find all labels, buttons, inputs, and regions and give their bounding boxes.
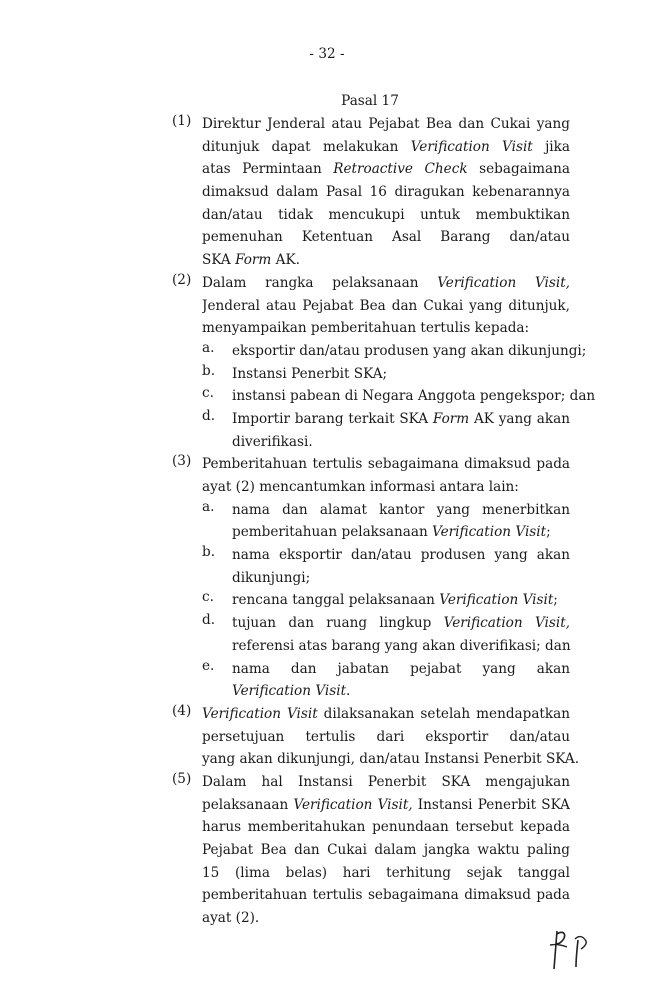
text-run: Instansi Penerbit SKA; — [232, 365, 388, 382]
text-line — [202, 771, 570, 794]
list-item — [202, 612, 570, 657]
italic-term: Verification Visit — [439, 592, 554, 609]
list-item — [202, 339, 587, 363]
text-line — [232, 385, 596, 408]
list-item-letter: b. — [202, 544, 216, 561]
text-run: Direktur Jenderal atau Pejabat Bea dan Cukai yang — [202, 116, 570, 132]
list-item — [202, 499, 570, 544]
text-run: rencana tanggal pelaksanaan — [232, 592, 440, 609]
text-line — [232, 408, 570, 431]
text-run: Pejabat Bea dan Cukai dalam jangka waktu paling — [202, 842, 570, 858]
italic-term: Verification Visit — [410, 138, 533, 155]
text-line — [202, 816, 570, 839]
text-run: AK. — [271, 252, 300, 269]
text-run: nama dan jabatan pejabat yang akan — [232, 660, 570, 677]
text-run: . — [346, 683, 351, 700]
text-run: diverifikasi. — [232, 433, 313, 450]
text-run: Dalam hal Instansi Penerbit SKA mengajukan — [202, 773, 570, 790]
text-line — [232, 544, 570, 567]
text-run: dimaksud dalam Pasal 16 diragukan kebenarannya — [202, 184, 570, 201]
paragraph-number: (2) — [172, 271, 192, 288]
page-number: - 32 - — [309, 46, 345, 62]
list-item-letter: a. — [202, 498, 215, 515]
text-line — [232, 431, 570, 454]
italic-term: Form — [432, 410, 470, 427]
text-run: ; — [553, 592, 558, 609]
text-run: referensi atas barang yang akan diverifikasi; dan — [232, 637, 571, 654]
italic-term: Verification Visit, — [293, 796, 413, 813]
italic-term: Verification Visit, — [437, 274, 570, 291]
text-line — [202, 907, 570, 930]
text-line — [202, 226, 570, 249]
text-line — [202, 295, 570, 318]
text-run: SKA — [202, 252, 236, 269]
text-run: yang akan dikunjungi, dan/atau Instansi Penerbit SKA. — [202, 751, 580, 768]
text-run: harus memberitahukan penundaan tersebut kepada — [202, 819, 570, 836]
paragraph-number: (4) — [172, 702, 192, 719]
list-item — [202, 385, 596, 408]
text-line — [232, 635, 570, 658]
text-run: pemenuhan Ketentuan Asal Barang dan/atau — [202, 229, 570, 246]
text-line — [232, 612, 570, 635]
text-run: instansi pabean di Negara Anggota pengekspor; dan — [232, 388, 596, 405]
list-item-letter: b. — [202, 362, 216, 379]
text-run: nama eksportir dan/atau produsen yang akan — [232, 547, 570, 564]
text-run: Instansi Penerbit SKA — [412, 796, 570, 813]
text-line — [202, 862, 570, 885]
text-line — [232, 340, 587, 363]
text-line — [202, 794, 570, 817]
text-run: pemberitahuan pelaksanaan — [232, 524, 433, 541]
italic-term: Verification Visit, — [443, 615, 570, 632]
paragraph-number: (5) — [172, 770, 192, 787]
text-line — [232, 499, 570, 522]
text-line — [202, 884, 570, 907]
paragraph-number: (3) — [172, 453, 192, 470]
initials-signature — [548, 925, 592, 971]
text-run: Jenderal atau Pejabat Bea dan Cukai yang ditunjuk, — [202, 297, 570, 314]
text-line — [202, 204, 570, 227]
italic-term: Verification Visit — [432, 524, 547, 541]
text-line — [232, 521, 570, 544]
list-item — [202, 589, 570, 612]
text-line — [232, 567, 570, 590]
paragraph — [172, 771, 570, 930]
list-item — [202, 658, 570, 703]
text-run: dikunjungi; — [232, 569, 311, 586]
italic-term: Form — [235, 252, 272, 269]
text-line — [202, 748, 580, 771]
text-run: 15 (lima belas) hari terhitung sejak tanggal — [202, 864, 570, 881]
paragraph — [172, 113, 570, 272]
list-item-letter: d. — [202, 612, 216, 629]
text-line — [202, 272, 570, 295]
paragraph — [172, 453, 570, 703]
italic-term: Retroactive Check — [333, 161, 468, 178]
text-line — [202, 249, 570, 272]
text-run: sebagaimana — [467, 161, 570, 178]
text-run: Pemberitahuan tertulis sebagaimana dimaksud pada — [202, 456, 570, 473]
text-run: menyampaikan pemberitahuan tertulis kepada: — [202, 320, 530, 337]
text-run: persetujuan tertulis dari eksportir dan/atau — [202, 728, 570, 745]
text-run: pemberitahuan tertulis sebagaimana dimaksud pada — [202, 887, 570, 904]
list-item — [202, 363, 570, 386]
text-run: nama dan alamat kantor yang menerbitkan — [232, 501, 570, 518]
paragraph — [172, 702, 580, 771]
text-run: ditunjuk dapat melakukan — [202, 138, 411, 155]
text-line — [202, 726, 570, 749]
text-line — [232, 658, 570, 681]
text-line — [232, 363, 570, 386]
text-run: pelaksanaan — [202, 796, 294, 813]
text-run: ayat (2). — [202, 910, 260, 927]
text-line — [202, 158, 570, 181]
text-run: Importir barang terkait SKA — [232, 410, 433, 427]
text-run: eksportir dan/atau produsen yang akan dikunjungi; — [232, 342, 587, 359]
text-line — [202, 317, 570, 340]
italic-term: Verification Visit — [202, 705, 318, 722]
article-title: Pasal 17 — [341, 93, 399, 109]
text-run: AK yang akan — [469, 410, 570, 427]
list-item-letter: a. — [202, 339, 215, 356]
text-line — [202, 113, 570, 136]
list-item-letter: c. — [202, 385, 214, 402]
text-run: Dalam rangka pelaksanaan — [202, 274, 438, 291]
text-line — [232, 589, 570, 612]
text-line — [202, 181, 570, 204]
text-line — [202, 839, 570, 862]
text-run: atas Permintaan — [202, 161, 334, 178]
text-line — [202, 703, 570, 726]
list-item-letter: c. — [202, 589, 214, 606]
text-line — [202, 136, 570, 159]
paragraph — [172, 271, 596, 454]
list-item-letter: d. — [202, 407, 216, 424]
text-run: ayat (2) mencantumkan informasi antara lain: — [202, 479, 519, 495]
text-line — [202, 453, 570, 476]
text-line — [232, 680, 570, 703]
text-run: dan/atau tidak mencukupi untuk membuktikan — [202, 206, 570, 223]
text-run: dilaksanakan setelah mendapatkan — [317, 705, 570, 722]
article-body — [172, 113, 596, 930]
list-item — [202, 408, 570, 453]
text-line — [202, 476, 570, 499]
text-run: tujuan dan ruang lingkup — [232, 615, 444, 632]
paragraph-number: (1) — [172, 113, 192, 129]
list-item-letter: e. — [202, 657, 215, 674]
list-item — [202, 544, 570, 589]
text-run: jika — [545, 138, 570, 155]
italic-term: Verification Visit — [232, 683, 347, 700]
text-run: ; — [546, 524, 551, 541]
